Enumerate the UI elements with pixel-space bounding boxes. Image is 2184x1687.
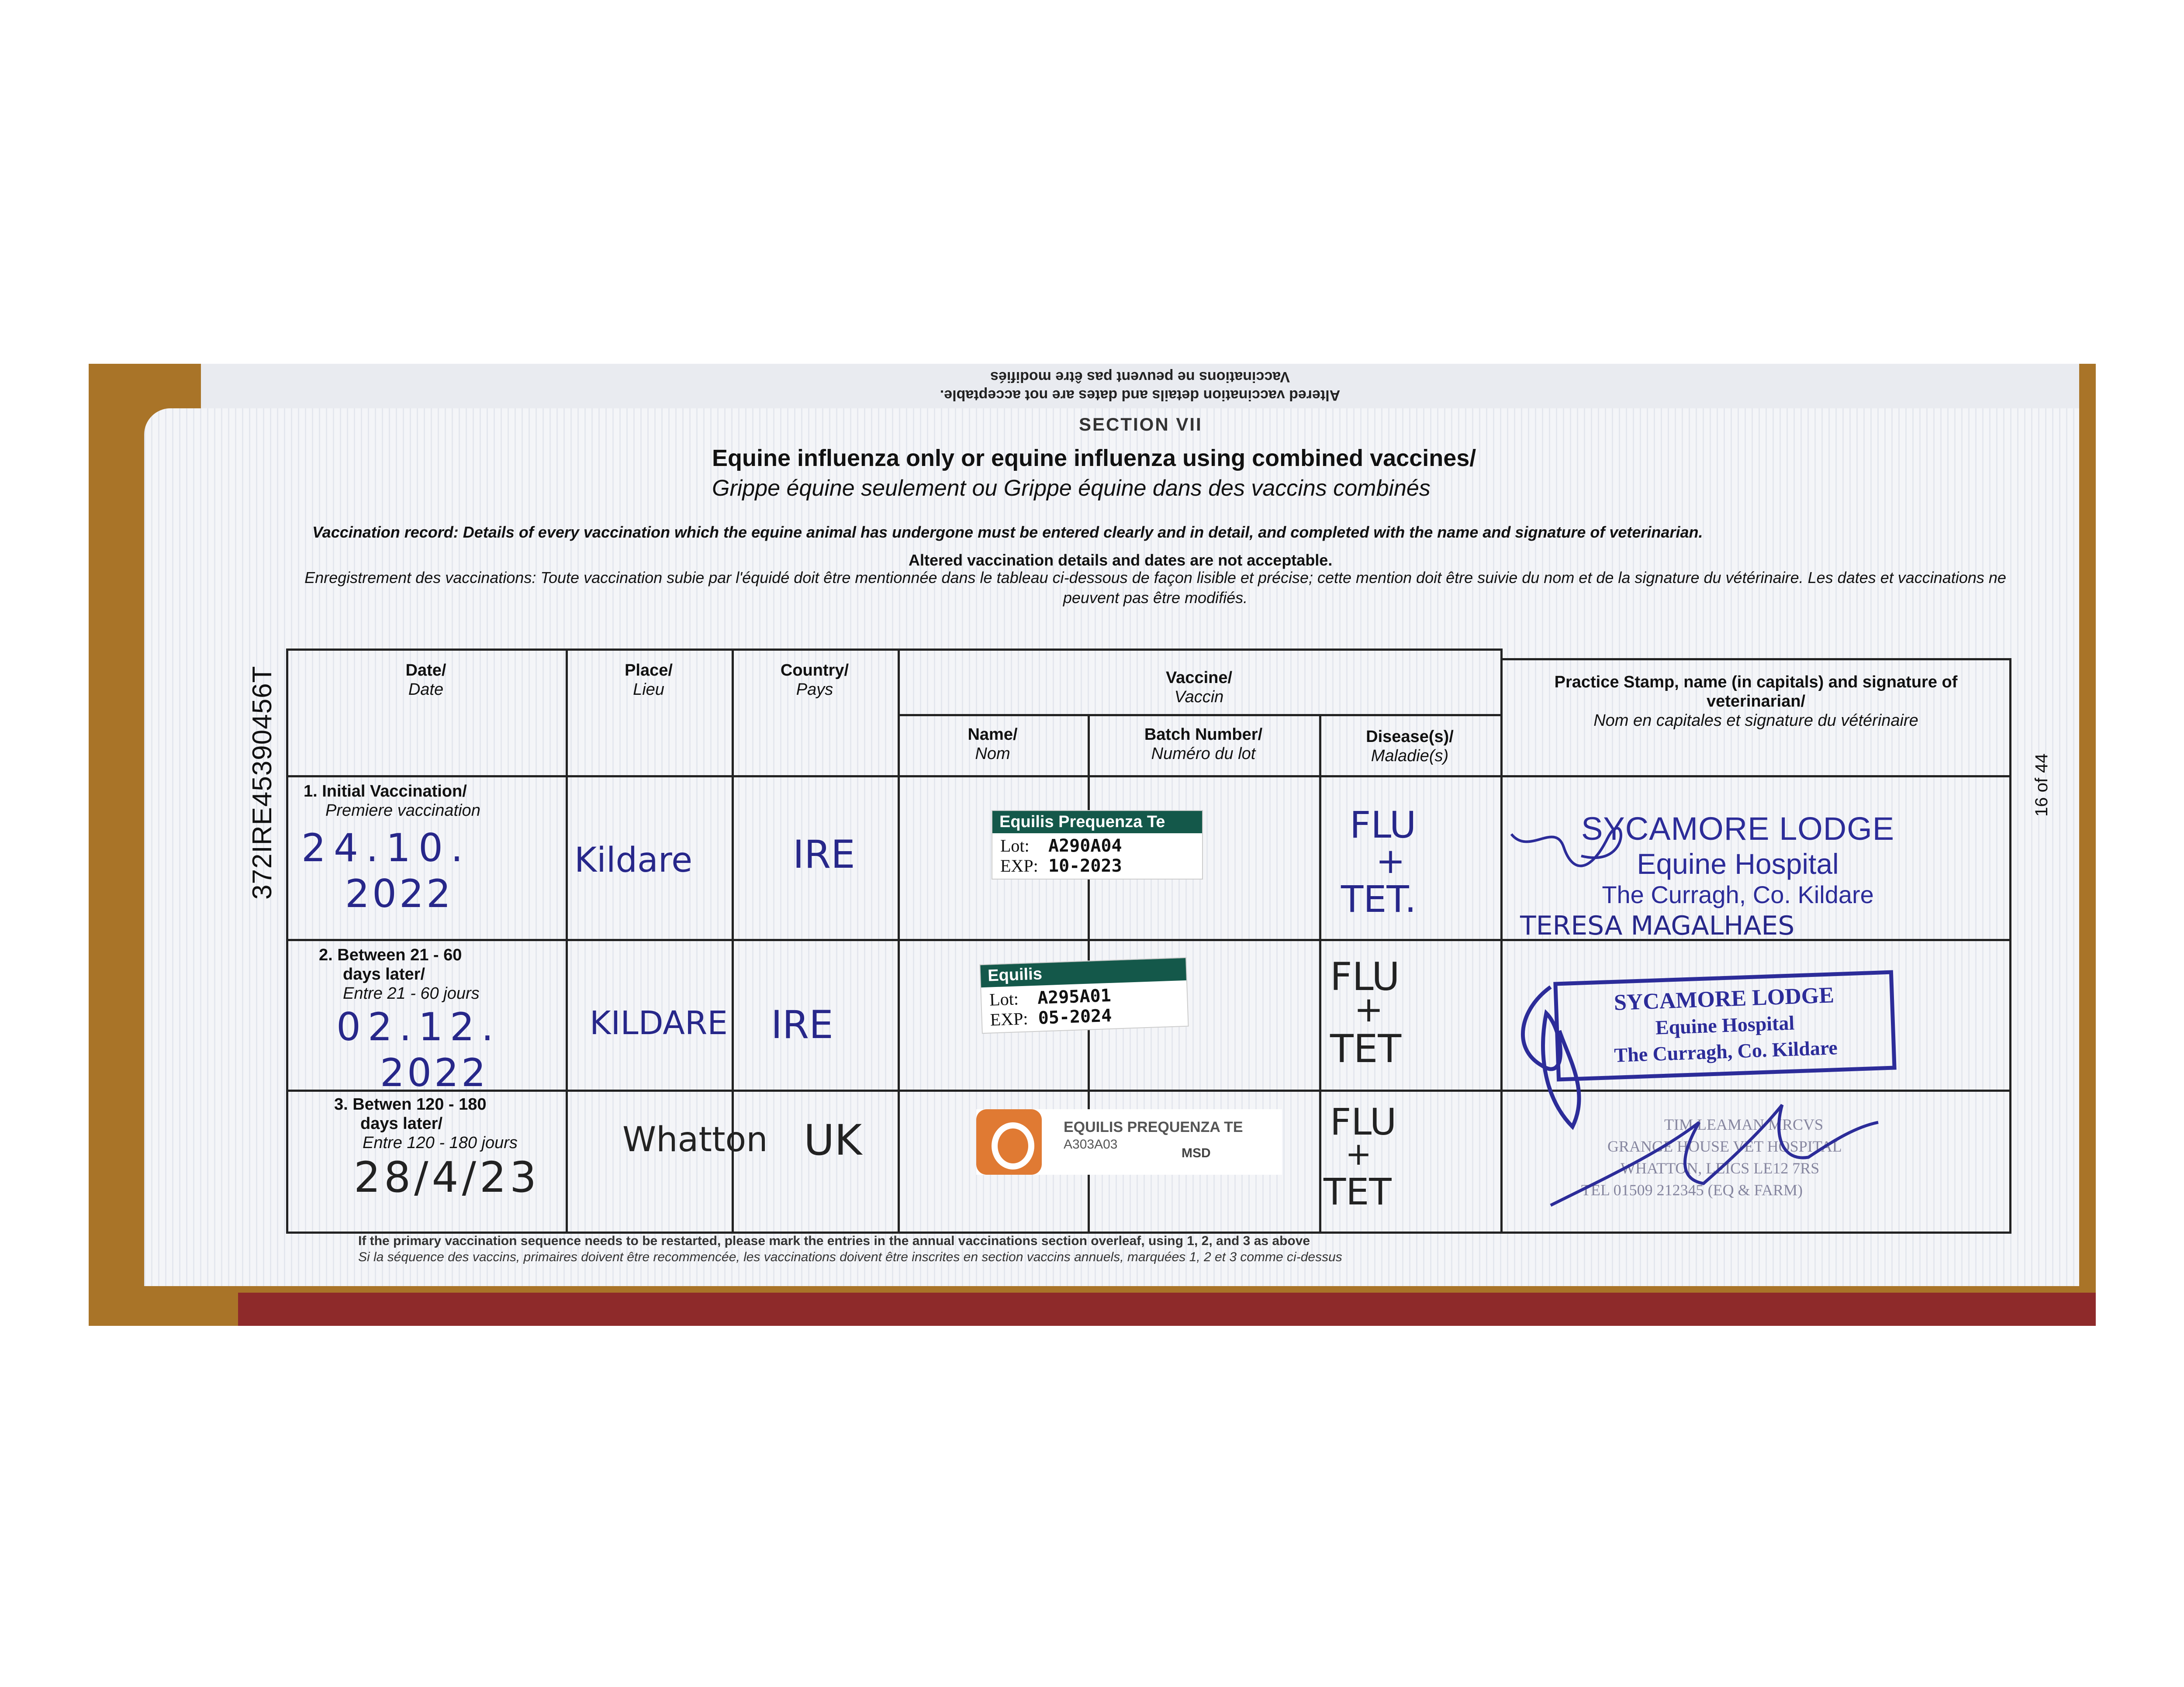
back-page-line-1: Altered vaccination details and dates are not acceptable. <box>940 387 1341 404</box>
header-disease-fr: Maladie(s) <box>1371 747 1449 765</box>
header-batch-fr: Numéro du lot <box>1151 745 1256 763</box>
header-name-en: Name/ <box>968 725 1018 744</box>
row-1-disease-line-1: FLU <box>1350 804 1417 846</box>
header-country-en: Country/ <box>780 661 849 680</box>
header-place-en: Place/ <box>625 661 673 680</box>
table-border <box>1500 658 2011 660</box>
page-title-fr: Grippe équine seulement ou Grippe équine dans des vaccins combinés <box>712 476 1431 501</box>
row-1-label-en: 1. Initial Vaccination/ <box>304 782 467 800</box>
row-1-disease-line-2: + <box>1376 841 1406 881</box>
header-name-fr: Nom <box>975 745 1010 763</box>
header-vaccine-en: Vaccine/ <box>1165 669 1233 687</box>
row-3-disease-line-3: TET <box>1324 1170 1392 1213</box>
row-3-label-en-2: days later/ <box>360 1114 442 1133</box>
header-place-fr: Lieu <box>633 680 664 699</box>
column-divider <box>566 649 568 1234</box>
stamp-3-line-4: TEL 01509 212345 (EQ & FARM) <box>1581 1181 1803 1199</box>
vet-name-capitals: TERESA MAGALHAES <box>1520 911 1795 941</box>
page-number: 16 of 44 <box>2032 753 2051 817</box>
row-1-label <box>304 782 480 820</box>
row-1-sticker-body <box>992 833 1202 879</box>
header-place <box>566 661 732 699</box>
signature-3 <box>1551 1105 1878 1205</box>
row-1-country: IRE <box>793 832 855 877</box>
footer-note-fr: Si la séquence des vaccins, primaires doivent être recommencée, les vaccinations doivent être inscrites en section vaccins annuels, marquées 1, 2 et 3 comme ci-dessus <box>358 1250 1342 1264</box>
row-2-exp-label: EXP: <box>990 1008 1029 1030</box>
passport-cover <box>238 1293 2096 1326</box>
footer-note-en: If the primary vaccination sequence needs to be restarted, please mark the entries in the annual vaccinations section overleaf, using 1, 2, and 3 as above <box>358 1234 1310 1248</box>
row-1-date-line-2: 2022 <box>345 871 453 916</box>
table-border <box>286 649 288 1234</box>
row-2-place: KILDARE <box>590 1004 728 1042</box>
row-2-sticker-body <box>981 980 1188 1033</box>
stamp-3-line-2: GRANGE HOUSE VET HOSPITAL <box>1607 1138 1842 1155</box>
header-stamp-en: Practice Stamp, name (in capitals) and signature of veterinarian/ <box>1554 673 1958 711</box>
column-divider <box>1319 714 1321 1234</box>
vaccine-logo-icon <box>976 1109 1042 1175</box>
row-3-label-fr: Entre 120 - 180 jours <box>363 1134 518 1152</box>
row-2-batch-number: A295A01 <box>1037 985 1112 1008</box>
header-date-fr: Date <box>408 680 444 699</box>
row-1-exp-label: EXP: <box>1000 856 1038 876</box>
row-2-disease-line-3: TET <box>1330 1026 1402 1071</box>
row-1-date-line-1: 24.10. <box>301 825 471 870</box>
header-disease <box>1319 727 1500 766</box>
row-3-sticker-brand: MSD <box>1182 1146 1211 1160</box>
stamp-1-line-2: Equine Hospital <box>1637 848 1839 880</box>
header-practice-stamp <box>1505 673 2007 730</box>
stamp-2-line-3: The Curragh, Co. Kildare <box>1614 1036 1838 1066</box>
back-page-line-2: Vaccinations ne peuvent pas être modifiés <box>990 369 1290 385</box>
row-1-batch-number: A290A04 <box>1048 836 1122 856</box>
row-2-date-line-1: 02.12. <box>336 1004 501 1049</box>
row-2-label-en-2: days later/ <box>343 965 425 983</box>
header-divider <box>286 775 2011 777</box>
row-3-date: 28/4/23 <box>354 1153 540 1202</box>
table-border <box>286 649 1500 651</box>
row-2-label <box>319 945 480 1003</box>
stamp-2-line-2: Equine Hospital <box>1655 1011 1795 1039</box>
header-date <box>286 661 566 699</box>
row-1-expiry: 10-2023 <box>1048 856 1122 876</box>
header-batch-en: Batch Number/ <box>1144 725 1263 744</box>
row-1-sticker-brand: Equilis Prequenza Te <box>992 811 1202 833</box>
header-batch <box>1088 725 1319 763</box>
header-vaccine <box>898 668 1500 707</box>
header-vaccine-fr: Vaccin <box>1174 688 1224 706</box>
signature-2 <box>1523 987 1579 1127</box>
header-date-en: Date/ <box>405 661 446 680</box>
row-1-lot-label: Lot: <box>1000 836 1030 856</box>
row-3-disease-line-2: + <box>1345 1135 1372 1172</box>
row-2-sticker-brand: Equilis <box>980 958 1186 987</box>
record-instructions-en-2: Altered vaccination details and dates are not acceptable. <box>909 551 1333 569</box>
row-1-place: Kildare <box>574 841 693 880</box>
row-3-sticker-name: EQUILIS PREQUENZA TE <box>1064 1119 1243 1135</box>
vaccine-subheader-divider <box>898 714 1500 716</box>
stamp-1-line-1: SYCAMORE LODGE <box>1581 811 1895 847</box>
row-2-country: IRE <box>771 1002 833 1047</box>
table-border <box>2009 658 2011 1234</box>
row-2-label-fr: Entre 21 - 60 jours <box>343 984 480 1003</box>
row-3-vaccine-sticker <box>976 1109 1282 1175</box>
page-title-en: Equine influenza only or equine influenza using combined vaccines/ <box>712 445 1476 471</box>
row-3-place: Whatton <box>622 1120 768 1159</box>
row-2-disease-line-1: FLU <box>1330 954 1400 999</box>
row-2-expiry: 05-2024 <box>1037 1005 1113 1028</box>
passport-id: 372IRE45390456T <box>247 666 277 900</box>
header-country-fr: Pays <box>796 680 833 699</box>
row-2-label-en-1: 2. Between 21 - 60 <box>319 946 462 964</box>
header-stamp-fr: Nom en capitales et signature du vétérinaire <box>1593 711 1918 730</box>
row-2-lot-label: Lot: <box>989 989 1019 1010</box>
header-disease-en: Disease(s)/ <box>1366 728 1454 746</box>
stamp-3-line-1: TIM LEAMAN MRCVS <box>1664 1116 1824 1133</box>
row-3-batch-number: A303A03 <box>1064 1137 1118 1152</box>
stamp-1-line-3: The Curragh, Co. Kildare <box>1602 881 1874 908</box>
vet-signatures <box>1494 821 1931 1214</box>
stamp-3-line-3: WHATTON, LEICS LE12 7RS <box>1621 1159 1820 1177</box>
row-2-vaccine-sticker <box>979 957 1189 1034</box>
row-2-disease-line-2: + <box>1354 989 1384 1030</box>
record-instructions-fr: Enregistrement des vaccinations: Toute vaccination subie par l'équidé doit être mentionnée dans le tableau ci-dessous de façon lisible et précise; cette mention doit être suivie du nom et de la signature du vétérinaire. Les dates et vaccinations ne peuvent pas être modifiés. <box>304 569 2006 607</box>
row-2-date-line-2: 2022 <box>380 1050 488 1095</box>
row-3-label-en-1: 3. Betwen 120 - 180 <box>334 1095 487 1114</box>
row-1-disease-line-3: TET. <box>1341 878 1417 921</box>
row-1-vaccine-sticker <box>992 810 1203 880</box>
record-instructions-en: Vaccination record: Details of every vaccination which the equine animal has undergone must be entered clearly and in detail, and completed with the name and signature of veterinarian. <box>312 523 1703 541</box>
row-3-country: UK <box>804 1116 862 1165</box>
section-title: SECTION VII <box>1079 414 1203 435</box>
row-3-label <box>334 1095 518 1152</box>
row-1-label-fr: Premiere vaccination <box>325 801 480 820</box>
header-name <box>898 725 1088 763</box>
stamp-2-line-1: SYCAMORE LODGE <box>1613 983 1835 1015</box>
signature-1 <box>1511 828 1621 866</box>
header-country <box>732 661 898 699</box>
row-3-disease-line-1: FLU <box>1330 1101 1397 1143</box>
